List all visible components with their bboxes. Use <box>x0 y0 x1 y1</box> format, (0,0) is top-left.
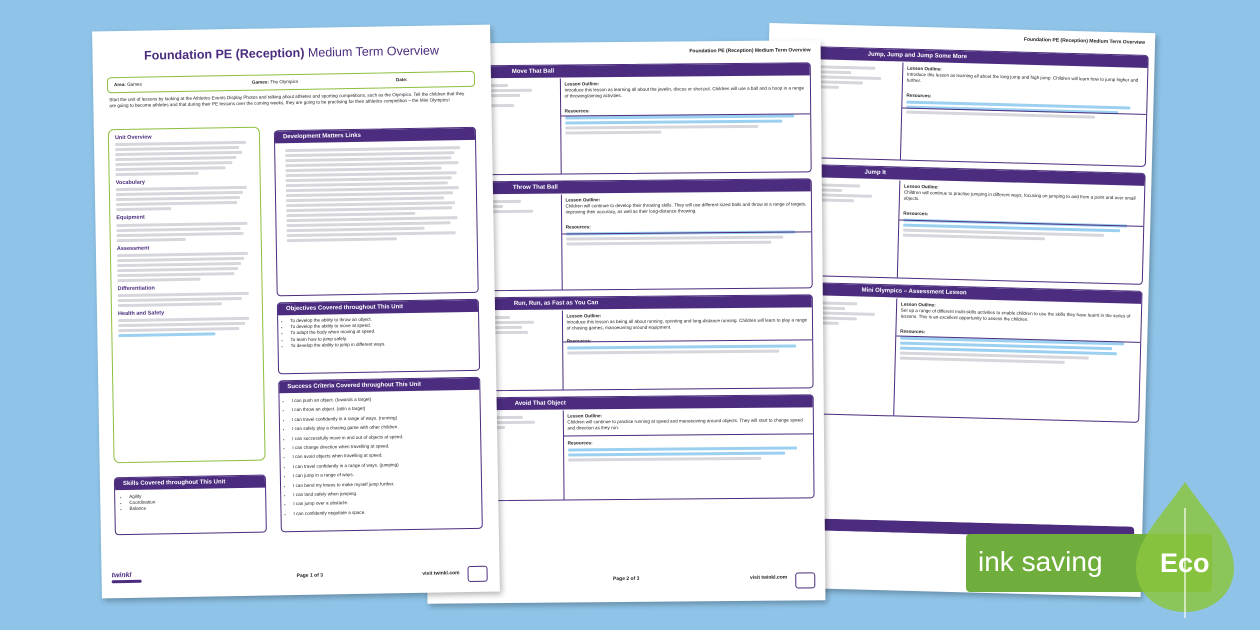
skill-item: • Balance <box>129 504 265 513</box>
lesson-title: Move That Ball <box>432 63 810 78</box>
skills-heading: Skills Covered throughout This Unit <box>115 476 265 491</box>
development-matters-box <box>274 127 479 297</box>
outline-label: Lesson Outline: <box>566 313 602 319</box>
page-header: Foundation PE (Reception) Medium Term Overview <box>689 47 811 55</box>
skills-box <box>114 475 267 536</box>
lesson-title: Mini Olympics – Assessment Lesson <box>771 282 1141 304</box>
objective-item: • To develop the ability to move at speed. <box>290 321 478 330</box>
dev-heading: Development Matters Links <box>275 128 475 143</box>
success-item: • I can jump over a obstacle. <box>293 496 481 509</box>
differentiation-heading: Differentiation <box>117 285 155 292</box>
skill-item: • Coordination <box>129 498 265 507</box>
outline-label: Lesson Outline: <box>903 183 939 190</box>
resources-label: Resources: <box>900 328 926 334</box>
unit-overview-heading: Unit Overview <box>114 134 152 142</box>
site-link[interactable]: visit twinkl.com <box>422 570 460 577</box>
health-heading: Health and Safety <box>117 310 165 318</box>
badge-icon <box>467 566 487 582</box>
success-item: • I can throw an object. (at/in a target) <box>292 402 480 415</box>
outline-label: Lesson Outline: <box>907 65 942 72</box>
lesson-title: Run, Run, as Fast as You Can <box>434 295 812 310</box>
success-item: • I can avoid objects when travelling at speed. <box>292 449 480 462</box>
objective-item: • To develop the ability to jump in different ways. <box>291 340 479 349</box>
intro-text: Start the unit of lessons by looking at the Athletics Events Display Photos and talking about athletes and sporting competitions, such as the Olympics. Tell the children that they are going to become athletes and that during their PE lessons over the coming weeks, they are going to be practising for their athletics competition – the Mini Olympics! <box>109 91 465 109</box>
page-header: Foundation PE (Reception) Medium Term Overview <box>1023 36 1146 46</box>
success-item: • I can safely play a chasing game with other children. <box>292 421 480 434</box>
success-item: • I can change direction when travelling at speed. <box>292 440 480 453</box>
resources-label: Resources: <box>564 107 590 114</box>
assessment-heading: Assessment <box>116 245 150 252</box>
success-item: • I can successfully move in and out of objects at speed. <box>292 430 480 443</box>
badge-icon <box>795 572 815 588</box>
objective-item: • To learn how to jump safely. <box>290 333 478 342</box>
success-criteria-box <box>278 377 483 533</box>
twinkl-logo: twinkl <box>112 572 148 591</box>
lesson-title: Jump It <box>774 164 1144 186</box>
success-item: • I can bend my knees to make myself jump further. <box>293 477 481 490</box>
outline-text: Introduce this lesson as learning all about the long jump and high jump. Children will learn how to jump higher and further. <box>906 71 1139 84</box>
outline-label: Lesson Outline: <box>565 197 601 203</box>
ink-saving-text: ink saving <box>978 546 1103 577</box>
resources-label: Resources: <box>906 92 932 98</box>
outline-text: Children will continue to develop their throwing skills. They will use different-sized balls and throw at a range of targets, improving their accuracy, as well as their long-distance throwing. <box>565 201 807 215</box>
outline-label: Lesson Outline: <box>900 301 936 308</box>
objective-item: • To adapt the body when moving at speed. <box>290 327 478 336</box>
outline-text: Introduce this lesson as being all about running, sprinting and long-distance running. Children will learn to play a range of chasing games, manoeuvring around equipment. <box>566 317 808 331</box>
games-value: The Olympics <box>270 78 299 84</box>
equipment-heading: Equipment <box>116 215 145 222</box>
resources-label: Resources: <box>566 337 592 344</box>
success-item: • I can land safely when jumping. <box>293 487 481 500</box>
outline-text: Children will continue to practise jumping in different ways, focusing on jumping to and from a point and over small objects. <box>903 189 1136 202</box>
area-value: Games <box>126 81 142 87</box>
success-item: • I can travel confidently in a range of ways. (jumping) <box>293 459 481 472</box>
lesson-box-jump-it <box>771 163 1146 285</box>
objective-item: • To develop the ability to throw an object. <box>290 315 478 324</box>
success-item: • I can confidently negotiate a space. <box>293 506 481 519</box>
outline-text: Introduce this lesson as learning all about the javelin, discus or shot-put. Children will use a ball and a hoop in a range of throwing/aiming activities. <box>564 85 805 99</box>
resources-label: Resources: <box>567 439 593 446</box>
page-title: Foundation PE (Reception) Medium Term Overview <box>143 43 440 63</box>
info-bar: Area: Games Games: The Olympics Date: <box>107 71 475 93</box>
outline-label: Lesson Outline: <box>567 413 603 419</box>
success-heading: Success Criteria Covered throughout This Unit <box>279 378 479 393</box>
unit-overview-box <box>108 127 266 464</box>
outline-text: Children will continue to practise running at speed and manoeuvring around objects. They will start to change speed and direction as they run. <box>567 417 803 431</box>
success-item: • I can push an object. (towards a target) <box>291 393 479 406</box>
resources-label: Resources: <box>565 223 591 230</box>
lesson-title: Avoid That Object <box>435 395 813 410</box>
outline-label: Lesson Outline: <box>564 81 600 87</box>
page-number: Page 2 of 3 <box>613 575 640 583</box>
success-item: • I can jump in a range of ways. <box>293 468 481 481</box>
page-number: Page 1 of 3 <box>296 572 324 580</box>
lesson-title: Throw That Ball <box>433 179 811 194</box>
outline-text: Set up a range of different multi-skills activities to enable children to use the skills they have learnt in the series of lessons. This is an excellent opportunity to assess the children. <box>900 307 1131 323</box>
eco-label: Eco <box>1160 548 1210 578</box>
worksheet-page-1 <box>92 25 500 599</box>
lesson-title: Jump, Jump and Jump Some More <box>778 46 1148 68</box>
lesson-box-jump-more <box>774 45 1149 167</box>
objectives-heading: Objectives Covered throughout This Unit <box>278 300 478 315</box>
site-link[interactable]: visit twinkl.com <box>749 574 788 581</box>
vocabulary-heading: Vocabulary <box>115 179 146 187</box>
objectives-box <box>277 299 480 375</box>
resources-label: Resources: <box>903 210 929 216</box>
skill-item: • Agility <box>129 492 265 501</box>
success-item: • I can travel confidently in a range of ways. (running) <box>292 412 480 425</box>
